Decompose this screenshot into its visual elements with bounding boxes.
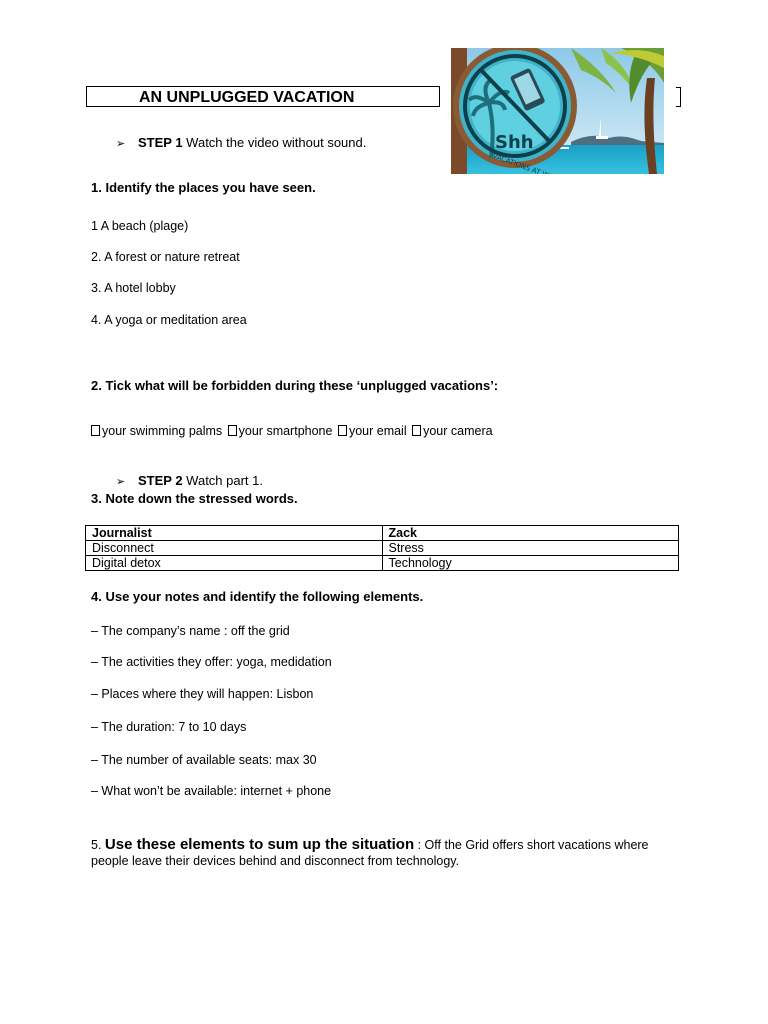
table-header-row [86, 526, 679, 541]
place-item: 2. A forest or nature retreat [91, 250, 240, 264]
question-1-heading: 1. Identify the places you have seen. [91, 180, 316, 195]
step-2 [116, 473, 263, 488]
stressed-words-table [85, 525, 679, 571]
unplugged-vacation-image [451, 48, 664, 174]
option-camera: your camera [423, 424, 493, 438]
forbidden-options [91, 424, 493, 438]
element-item: – What won’t be available: internet + phone [91, 784, 332, 798]
option-swimming-palms: your swimming palms [102, 424, 223, 438]
question-2-heading: 2. Tick what will be forbidden during these ‘unplugged vacations’: [91, 378, 499, 393]
page-title: AN UNPLUGGED VACATION [139, 89, 355, 106]
place-item: 1 A beach (plage) [91, 219, 189, 233]
question-3-heading: 3. Note down the stressed words. [91, 491, 298, 506]
question-5-answer: : Off the Grid offers short vacations where people leave their devices behind and disconnect from technology. [91, 838, 649, 868]
step-1-label: STEP 1 [138, 135, 183, 150]
option-smartphone: your smartphone [238, 424, 333, 438]
column-header-zack: Zack [382, 526, 679, 541]
table-cell: Disconnect [86, 541, 383, 556]
table-row [86, 556, 679, 571]
question-5-heading: Use these elements to sum up the situation [104, 836, 415, 853]
step-2-label: STEP 2 [138, 473, 183, 488]
table-row [86, 541, 679, 556]
question-5-number: 5. [91, 838, 105, 852]
table-cell: Stress [382, 541, 679, 556]
option-email: your email [348, 424, 407, 438]
checkbox-icon[interactable] [228, 425, 237, 436]
arrow-bullet-icon: ➢ [116, 138, 126, 150]
step-2-text: Watch part 1. [182, 473, 263, 488]
sign-shh-text: Shh [495, 132, 534, 153]
element-item: – The number of available seats: max 30 [91, 753, 317, 767]
title-box [86, 86, 440, 107]
column-header-journalist: Journalist [86, 526, 383, 541]
checkbox-icon[interactable] [412, 425, 421, 436]
question-5 [91, 837, 681, 869]
title-bracket [676, 87, 681, 107]
table-cell: Digital detox [86, 556, 383, 571]
element-item: – The company’s name : off the grid [91, 624, 290, 638]
step-1-text: Watch the video without sound. [182, 135, 367, 150]
place-item: 3. A hotel lobby [91, 281, 176, 295]
beach-sign-illustration [451, 48, 664, 174]
question-4-heading: 4. Use your notes and identify the following elements. [91, 589, 424, 604]
checkbox-icon[interactable] [338, 425, 347, 436]
arrow-bullet-icon: ➢ [116, 476, 126, 488]
element-item: – Places where they will happen: Lisbon [91, 687, 314, 701]
step-1 [116, 135, 366, 150]
place-item: 4. A yoga or meditation area [91, 313, 247, 327]
element-item: – The duration: 7 to 10 days [91, 720, 247, 734]
table-cell: Technology [382, 556, 679, 571]
element-item: – The activities they offer: yoga, medidation [91, 655, 332, 669]
checkbox-icon[interactable] [91, 425, 100, 436]
